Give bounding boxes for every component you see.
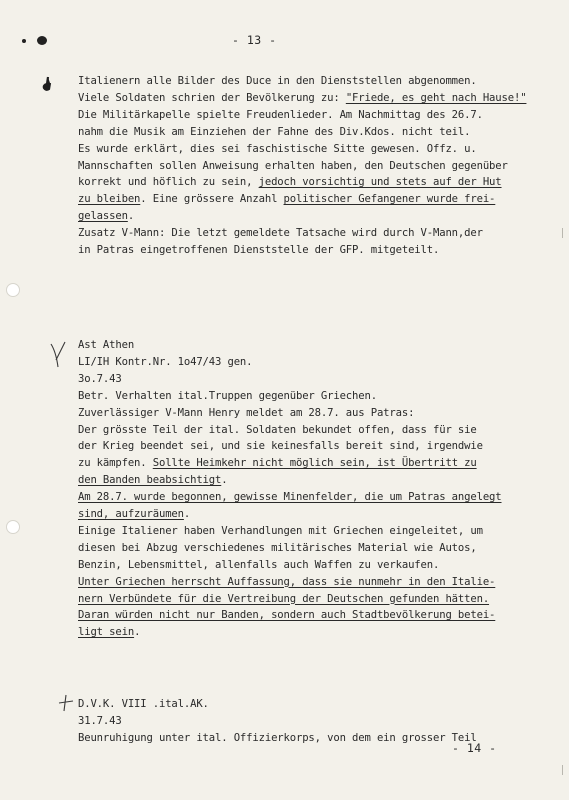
text-run: Viele Soldaten schrien der Bevölkerung zu: [78,91,346,104]
text-run: Der grösste Teil der ital. Soldaten bekundet offen, dass für sie [78,423,477,436]
text-run: korrekt und höflich zu sein, [78,176,259,189]
punch-hole-upper [6,283,20,297]
text-line [78,74,477,88]
margin-ink-mark-icon [41,76,55,92]
underlined-text: gelassen [78,210,128,223]
edge-mark-lower [562,765,563,775]
punch-hole-lower [6,520,20,534]
text-run: diesen bei Abzug verschiedenes militärisches Material wie Autos, [78,541,477,554]
text-run: Beunruhigung unter ital. Offizierkorps, von dem ein grosser Teil [78,731,477,744]
text-line [78,125,470,139]
text-run: zu kämpfen. [78,457,153,470]
text-line [78,473,227,487]
text-run: Zusatz V-Mann: Die letzt gemeldete Tatsache wird durch V-Mann,der [78,227,483,240]
ink-dot-small [22,39,26,43]
text-line [78,159,508,173]
text-line [78,524,483,538]
underlined-text: Daran würden nicht nur Banden, sondern auch Stadtbevölkerung betei- [78,609,496,622]
text-line [78,226,483,240]
text-line [78,406,414,420]
text-line [78,108,483,122]
text-run: Italienern alle Bilder des Duce in den Dienststellen abgenommen. [78,75,477,87]
underlined-text: "Friede, es geht nach Hause!" [345,91,527,104]
text-line [78,355,252,369]
underlined-text: Am 28.7. wurde begonnen, gewisse Minenfelder, die um Patras angelegt [78,491,502,504]
text-run: 3o.7.43 [78,372,122,385]
text-line [78,714,122,728]
text-run: LI/IH Kontr.Nr. 1o47/43 gen. [78,355,253,368]
underlined-text: politischer Gefangener wurde frei- [283,193,496,206]
text-run: Mannschaften sollen Anweisung erhalten haben, den Deutschen gegenüber [78,159,508,172]
ink-dot-large [37,36,47,45]
margin-check-mark-icon [48,340,70,370]
text-line [78,608,495,622]
text-line [78,209,134,223]
text-run: Es wurde erklärt, dies sei faschistische Sitte gewesen. Offz. u. [78,142,477,155]
underlined-text: nern Verbündete für die Vertreibung der Deutschen gefunden hätten. [78,592,490,605]
edge-mark-upper [562,228,563,238]
text-line [78,490,502,504]
text-line [78,192,495,206]
text-line [78,592,489,606]
text-line [78,423,477,437]
text-line [78,338,134,352]
text-run: Betr. Verhalten ital.Truppen gegenüber Griechen. [78,389,377,402]
text-run: der Krieg beendet sei, und sie keinesfalls bereit sind, irgendwie [78,440,483,453]
text-run: nahm die Musik am Einziehen der Fahne des Div.Kdos. nicht teil. [78,125,471,138]
underlined-text: sind, aufzuräumen [78,508,184,520]
text-run: . Eine grössere Anzahl [140,193,284,206]
text-run: . [221,474,228,487]
text-run: Ast Athen [78,339,135,351]
margin-cross-mark-icon [56,693,76,713]
text-line [78,439,483,453]
text-run: Die Militärkapelle spielte Freudenlieder. Am Nachmittag des 26.7. [78,108,483,121]
page-number-top: - 13 - [232,33,277,47]
text-run: . [127,210,135,223]
text-line [78,389,377,403]
text-line [78,243,439,257]
text-line [78,507,190,521]
underlined-text: jedoch vorsichtig und stets auf der Hut [258,176,502,189]
text-run: . [134,626,141,639]
underlined-text: ligt sein [78,626,135,639]
underlined-text: den Banden beabsichtigt [78,474,222,487]
text-line [78,731,477,745]
text-line [78,456,477,470]
text-run: in Patras eingetroffenen Dienststelle der GFP. mitgeteilt. [78,244,440,256]
text-run: 31.7.43 [78,714,122,727]
text-line [78,697,209,711]
text-run: Benzin, Lebensmittel, allenfalls auch Waffen zu verkaufen. [78,558,440,571]
underlined-text: Unter Griechen herrscht Auffassung, dass sie nunmehr in den Italie- [78,575,496,588]
text-line [78,372,122,386]
text-line [78,575,495,589]
text-run: Zuverlässiger V-Mann Henry meldet am 28.7. aus Patras: [78,406,415,419]
text-run: . [183,508,191,520]
text-line [78,625,140,639]
text-line [78,142,477,156]
text-line [78,541,477,555]
underlined-text: Sollte Heimkehr nicht möglich sein, ist Übertritt zu [152,457,477,470]
text-run: Einige Italiener haben Verhandlungen mit Griechen eingeleitet, um [78,524,483,537]
text-line [78,558,439,572]
text-run: D.V.K. VIII .ital.AK. [78,698,209,710]
underlined-text: zu bleiben [78,193,141,206]
page-number-bottom: - 14 - [452,741,497,755]
text-line [78,91,526,105]
text-line [78,175,502,189]
